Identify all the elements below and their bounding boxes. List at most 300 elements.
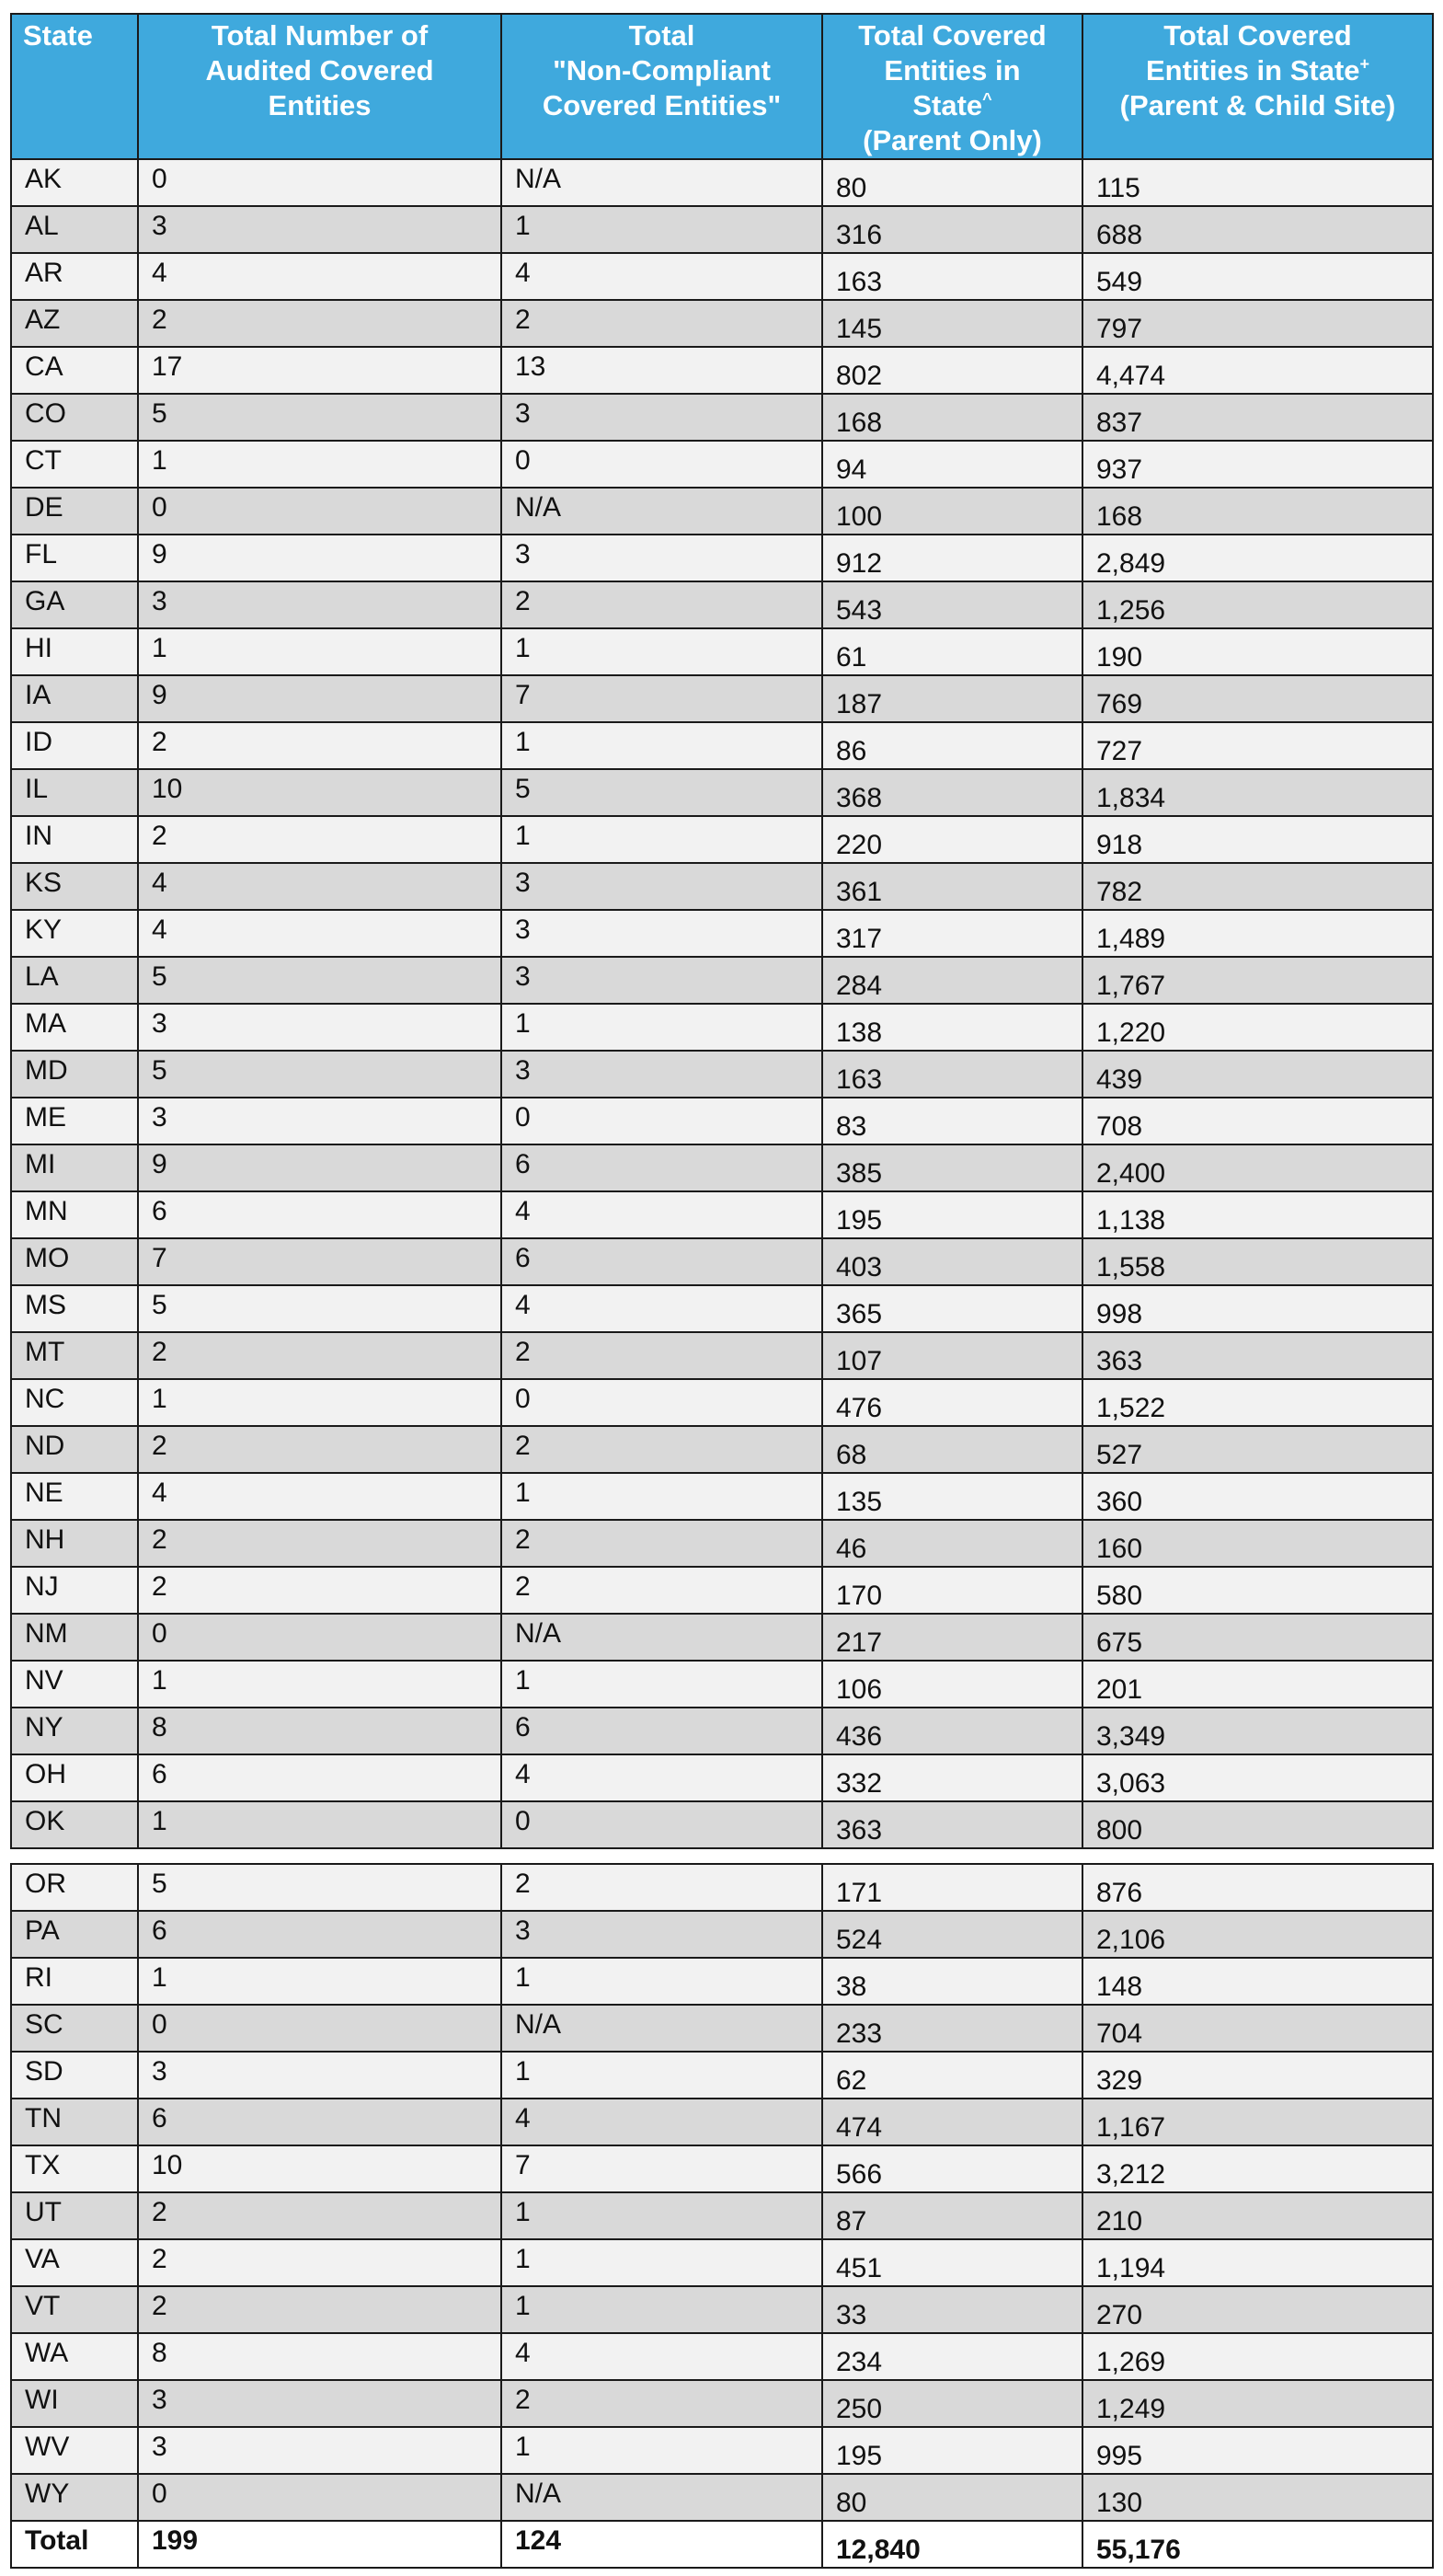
cell-state: AR: [11, 253, 138, 300]
table-row: [11, 253, 1433, 300]
header-state-text: State: [23, 19, 93, 52]
cell-state: FL: [11, 535, 138, 581]
cell-noncompliant: N/A: [501, 2474, 822, 2521]
cell-audited: 1: [138, 628, 501, 675]
cell-state: LA: [11, 957, 138, 1004]
header-noncompliant-line: "Non-Compliant: [553, 54, 771, 86]
cell-audited: 6: [138, 1754, 501, 1801]
table-row: [11, 1520, 1433, 1567]
table-row: [11, 394, 1433, 441]
cell-audited: 5: [138, 1864, 501, 1911]
cell-parent-only: 138: [822, 1004, 1082, 1051]
cell-parent-only: 94: [822, 441, 1082, 488]
table-row: [11, 1332, 1433, 1379]
table-row: [11, 1285, 1433, 1332]
cell-state: DE: [11, 488, 138, 535]
cell-parent-only: 33: [822, 2286, 1082, 2333]
cell-noncompliant: 1: [501, 2239, 822, 2286]
total-row: [11, 2521, 1433, 2568]
cell-parent-only: 195: [822, 1191, 1082, 1238]
table-break: [11, 1848, 1433, 1864]
table-row: [11, 628, 1433, 675]
cell-audited: 1: [138, 1379, 501, 1426]
table-row: [11, 2099, 1433, 2145]
cell-noncompliant: 7: [501, 2145, 822, 2192]
cell-audited: 0: [138, 2005, 501, 2052]
cell-parent-child: 1,522: [1082, 1379, 1433, 1426]
cell-state: ID: [11, 722, 138, 769]
cell-noncompliant: 3: [501, 1051, 822, 1098]
cell-parent-child: 3,063: [1082, 1754, 1433, 1801]
cell-audited: 8: [138, 2333, 501, 2380]
cell-parent-only: 187: [822, 675, 1082, 722]
cell-parent-child: 1,834: [1082, 769, 1433, 816]
cell-audited: 2: [138, 300, 501, 347]
cell-audited: 3: [138, 206, 501, 253]
table-row: [11, 1004, 1433, 1051]
cell-noncompliant: 3: [501, 957, 822, 1004]
cell-parent-child: 1,767: [1082, 957, 1433, 1004]
header-noncompliant-line: Total: [628, 19, 695, 52]
total-audited: 199: [138, 2521, 501, 2568]
cell-parent-child: 782: [1082, 863, 1433, 910]
cell-audited: 3: [138, 2427, 501, 2474]
cell-audited: 1: [138, 1801, 501, 1848]
cell-audited: 9: [138, 1144, 501, 1191]
cell-noncompliant: 2: [501, 300, 822, 347]
cell-audited: 1: [138, 441, 501, 488]
cell-parent-child: 1,220: [1082, 1004, 1433, 1051]
table-row: [11, 159, 1433, 206]
cell-audited: 5: [138, 957, 501, 1004]
cell-state: NC: [11, 1379, 138, 1426]
total-parent-only: 12,840: [822, 2521, 1082, 2568]
cell-parent-child: 800: [1082, 1801, 1433, 1848]
cell-parent-only: 451: [822, 2239, 1082, 2286]
cell-state: IL: [11, 769, 138, 816]
cell-audited: 1: [138, 1958, 501, 2005]
cell-state: SD: [11, 2052, 138, 2099]
cell-parent-child: 329: [1082, 2052, 1433, 2099]
header-parent-line: (Parent Only): [863, 124, 1042, 156]
table-row: [11, 1191, 1433, 1238]
table-row: [11, 816, 1433, 863]
header-parent-line: State: [912, 89, 983, 121]
cell-parent-child: 363: [1082, 1332, 1433, 1379]
cell-state: UT: [11, 2192, 138, 2239]
table-row: [11, 910, 1433, 957]
cell-noncompliant: 0: [501, 1098, 822, 1144]
cell-audited: 4: [138, 1473, 501, 1520]
cell-parent-child: 769: [1082, 675, 1433, 722]
cell-audited: 7: [138, 1238, 501, 1285]
total-label: Total: [11, 2521, 138, 2568]
cell-noncompliant: 6: [501, 1144, 822, 1191]
cell-parent-only: 83: [822, 1098, 1082, 1144]
cell-audited: 1: [138, 1661, 501, 1708]
cell-parent-only: 368: [822, 769, 1082, 816]
cell-parent-only: 195: [822, 2427, 1082, 2474]
cell-parent-child: 168: [1082, 488, 1433, 535]
cell-parent-child: 704: [1082, 2005, 1433, 2052]
header-audited-line: Audited Covered: [205, 54, 434, 86]
cell-noncompliant: 1: [501, 628, 822, 675]
cell-noncompliant: 1: [501, 206, 822, 253]
cell-audited: 2: [138, 2286, 501, 2333]
caret-footnote-mark: ^: [982, 89, 992, 109]
cell-parent-only: 168: [822, 394, 1082, 441]
total-parent-child: 55,176: [1082, 2521, 1433, 2568]
cell-parent-only: 135: [822, 1473, 1082, 1520]
cell-state: NE: [11, 1473, 138, 1520]
cell-state: AL: [11, 206, 138, 253]
table-row: [11, 722, 1433, 769]
cell-parent-child: 1,138: [1082, 1191, 1433, 1238]
cell-state: WA: [11, 2333, 138, 2380]
cell-noncompliant: 1: [501, 1958, 822, 2005]
table-total: [11, 2521, 1433, 2568]
table-row: [11, 2333, 1433, 2380]
cell-audited: 8: [138, 1708, 501, 1754]
table-row: [11, 1911, 1433, 1958]
audit-summary-page: [10, 13, 1432, 2569]
header-audited: [138, 14, 501, 159]
table-row: [11, 2427, 1433, 2474]
table-row: [11, 1379, 1433, 1426]
cell-noncompliant: 1: [501, 1661, 822, 1708]
cell-noncompliant: 2: [501, 581, 822, 628]
cell-noncompliant: N/A: [501, 159, 822, 206]
cell-parent-child: 3,349: [1082, 1708, 1433, 1754]
cell-parent-only: 317: [822, 910, 1082, 957]
header-parent-line: Entities in: [884, 54, 1021, 86]
table-row: [11, 1754, 1433, 1801]
table-header: [11, 14, 1433, 159]
table-row: [11, 1051, 1433, 1098]
cell-noncompliant: 0: [501, 1801, 822, 1848]
cell-parent-only: 106: [822, 1661, 1082, 1708]
cell-state: NV: [11, 1661, 138, 1708]
cell-parent-only: 403: [822, 1238, 1082, 1285]
cell-audited: 2: [138, 2192, 501, 2239]
cell-noncompliant: 1: [501, 2286, 822, 2333]
table-row: [11, 300, 1433, 347]
cell-state: PA: [11, 1911, 138, 1958]
cell-parent-child: 797: [1082, 300, 1433, 347]
cell-noncompliant: 2: [501, 1864, 822, 1911]
cell-state: TN: [11, 2099, 138, 2145]
cell-parent-only: 234: [822, 2333, 1082, 2380]
table-row: [11, 675, 1433, 722]
cell-state: MD: [11, 1051, 138, 1098]
cell-state: MS: [11, 1285, 138, 1332]
table-row: [11, 441, 1433, 488]
cell-state: TX: [11, 2145, 138, 2192]
cell-parent-child: 1,194: [1082, 2239, 1433, 2286]
cell-parent-only: 233: [822, 2005, 1082, 2052]
cell-parent-only: 86: [822, 722, 1082, 769]
table-row: [11, 2286, 1433, 2333]
cell-state: AK: [11, 159, 138, 206]
cell-parent-only: 62: [822, 2052, 1082, 2099]
cell-noncompliant: 0: [501, 1379, 822, 1426]
cell-parent-only: 107: [822, 1332, 1082, 1379]
plus-footnote-mark: +: [1359, 54, 1370, 74]
cell-parent-only: 61: [822, 628, 1082, 675]
table-row: [11, 347, 1433, 394]
table-row: [11, 769, 1433, 816]
table-row: [11, 2380, 1433, 2427]
cell-audited: 0: [138, 488, 501, 535]
table-row: [11, 581, 1433, 628]
cell-state: GA: [11, 581, 138, 628]
cell-noncompliant: 6: [501, 1238, 822, 1285]
table-row: [11, 1614, 1433, 1661]
cell-parent-only: 217: [822, 1614, 1082, 1661]
cell-noncompliant: 2: [501, 1332, 822, 1379]
total-noncompliant: 124: [501, 2521, 822, 2568]
table-row: [11, 1238, 1433, 1285]
cell-state: NH: [11, 1520, 138, 1567]
cell-state: MI: [11, 1144, 138, 1191]
cell-audited: 0: [138, 1614, 501, 1661]
cell-parent-child: 190: [1082, 628, 1433, 675]
cell-audited: 2: [138, 1520, 501, 1567]
cell-state: CT: [11, 441, 138, 488]
cell-noncompliant: 4: [501, 1191, 822, 1238]
table-row: [11, 1473, 1433, 1520]
cell-audited: 5: [138, 394, 501, 441]
cell-noncompliant: 3: [501, 863, 822, 910]
table-row: [11, 1708, 1433, 1754]
cell-parent-only: 476: [822, 1379, 1082, 1426]
header-parent-child-line: Entities in State: [1145, 54, 1360, 86]
cell-parent-child: 1,256: [1082, 581, 1433, 628]
cell-parent-child: 708: [1082, 1098, 1433, 1144]
cell-parent-only: 385: [822, 1144, 1082, 1191]
cell-noncompliant: 4: [501, 253, 822, 300]
cell-parent-child: 998: [1082, 1285, 1433, 1332]
cell-noncompliant: 4: [501, 2099, 822, 2145]
cell-parent-only: 171: [822, 1864, 1082, 1911]
cell-state: MT: [11, 1332, 138, 1379]
cell-state: MA: [11, 1004, 138, 1051]
cell-parent-child: 549: [1082, 253, 1433, 300]
cell-parent-child: 918: [1082, 816, 1433, 863]
cell-state: VT: [11, 2286, 138, 2333]
cell-audited: 9: [138, 675, 501, 722]
cell-state: NY: [11, 1708, 138, 1754]
cell-noncompliant: 3: [501, 910, 822, 957]
cell-parent-child: 727: [1082, 722, 1433, 769]
cell-state: KS: [11, 863, 138, 910]
cell-audited: 3: [138, 581, 501, 628]
header-parent-child: [1082, 14, 1433, 159]
cell-parent-only: 100: [822, 488, 1082, 535]
cell-parent-child: 115: [1082, 159, 1433, 206]
cell-audited: 2: [138, 816, 501, 863]
cell-noncompliant: 5: [501, 769, 822, 816]
header-parent-line: Total Covered: [858, 19, 1047, 52]
cell-parent-only: 163: [822, 1051, 1082, 1098]
header-parent-child-line: (Parent & Child Site): [1119, 89, 1396, 121]
cell-parent-child: 4,474: [1082, 347, 1433, 394]
cell-audited: 2: [138, 1567, 501, 1614]
cell-state: CA: [11, 347, 138, 394]
cell-audited: 0: [138, 2474, 501, 2521]
cell-parent-only: 802: [822, 347, 1082, 394]
cell-audited: 6: [138, 2099, 501, 2145]
cell-state: WY: [11, 2474, 138, 2521]
table-row: [11, 2192, 1433, 2239]
cell-parent-child: 160: [1082, 1520, 1433, 1567]
cell-noncompliant: 1: [501, 2052, 822, 2099]
header-audited-line: Total Number of: [211, 19, 429, 52]
table-row: [11, 1958, 1433, 2005]
cell-parent-only: 220: [822, 816, 1082, 863]
cell-audited: 9: [138, 535, 501, 581]
table-row: [11, 863, 1433, 910]
cell-parent-child: 527: [1082, 1426, 1433, 1473]
cell-audited: 6: [138, 1191, 501, 1238]
cell-parent-child: 995: [1082, 2427, 1433, 2474]
cell-state: MO: [11, 1238, 138, 1285]
cell-parent-child: 130: [1082, 2474, 1433, 2521]
cell-parent-only: 474: [822, 2099, 1082, 2145]
cell-parent-child: 210: [1082, 2192, 1433, 2239]
cell-audited: 2: [138, 1426, 501, 1473]
cell-noncompliant: 7: [501, 675, 822, 722]
cell-audited: 2: [138, 2239, 501, 2286]
cell-noncompliant: 2: [501, 1426, 822, 1473]
cell-noncompliant: 4: [501, 1285, 822, 1332]
table-row: [11, 1661, 1433, 1708]
cell-state: OR: [11, 1864, 138, 1911]
cell-parent-only: 38: [822, 1958, 1082, 2005]
table-row: [11, 206, 1433, 253]
cell-parent-child: 1,489: [1082, 910, 1433, 957]
cell-parent-only: 284: [822, 957, 1082, 1004]
cell-audited: 3: [138, 2052, 501, 2099]
covered-entities-audit-table: [10, 13, 1434, 2569]
table-row: [11, 2239, 1433, 2286]
cell-parent-child: 1,558: [1082, 1238, 1433, 1285]
cell-audited: 5: [138, 1285, 501, 1332]
table-row: [11, 1567, 1433, 1614]
header-noncompliant: [501, 14, 822, 159]
table-row: [11, 1426, 1433, 1473]
table-row: [11, 1098, 1433, 1144]
cell-state: WI: [11, 2380, 138, 2427]
cell-audited: 4: [138, 910, 501, 957]
cell-noncompliant: 4: [501, 2333, 822, 2380]
cell-noncompliant: 1: [501, 1004, 822, 1051]
table-body-part-2: [11, 1864, 1433, 2521]
cell-parent-child: 1,269: [1082, 2333, 1433, 2380]
cell-state: KY: [11, 910, 138, 957]
cell-state: IA: [11, 675, 138, 722]
cell-audited: 3: [138, 1004, 501, 1051]
cell-parent-only: 912: [822, 535, 1082, 581]
gap-cell: [11, 1848, 1433, 1864]
cell-parent-only: 363: [822, 1801, 1082, 1848]
table-row: [11, 1864, 1433, 1911]
cell-noncompliant: N/A: [501, 1614, 822, 1661]
cell-parent-child: 2,849: [1082, 535, 1433, 581]
header-audited-line: Entities: [268, 89, 372, 121]
cell-parent-only: 365: [822, 1285, 1082, 1332]
cell-parent-child: 2,400: [1082, 1144, 1433, 1191]
header-row: [11, 14, 1433, 159]
cell-state: SC: [11, 2005, 138, 2052]
cell-noncompliant: 0: [501, 441, 822, 488]
table-body-part-1: [11, 159, 1433, 1848]
cell-state: HI: [11, 628, 138, 675]
cell-parent-only: 68: [822, 1426, 1082, 1473]
cell-noncompliant: 4: [501, 1754, 822, 1801]
cell-parent-only: 543: [822, 581, 1082, 628]
cell-parent-only: 80: [822, 2474, 1082, 2521]
cell-noncompliant: 2: [501, 2380, 822, 2427]
cell-noncompliant: 1: [501, 2427, 822, 2474]
cell-parent-only: 250: [822, 2380, 1082, 2427]
cell-parent-child: 439: [1082, 1051, 1433, 1098]
cell-audited: 10: [138, 2145, 501, 2192]
header-parent-only: [822, 14, 1082, 159]
header-parent-child-line: Total Covered: [1163, 19, 1352, 52]
cell-parent-only: 361: [822, 863, 1082, 910]
cell-noncompliant: 1: [501, 816, 822, 863]
cell-audited: 10: [138, 769, 501, 816]
cell-noncompliant: 1: [501, 2192, 822, 2239]
cell-state: ND: [11, 1426, 138, 1473]
cell-audited: 2: [138, 1332, 501, 1379]
header-state: [11, 14, 138, 159]
cell-state: AZ: [11, 300, 138, 347]
table-row: [11, 2005, 1433, 2052]
cell-parent-only: 316: [822, 206, 1082, 253]
cell-audited: 6: [138, 1911, 501, 1958]
cell-parent-child: 3,212: [1082, 2145, 1433, 2192]
cell-noncompliant: N/A: [501, 488, 822, 535]
cell-audited: 2: [138, 722, 501, 769]
cell-noncompliant: 2: [501, 1520, 822, 1567]
cell-parent-only: 170: [822, 1567, 1082, 1614]
cell-audited: 4: [138, 253, 501, 300]
cell-state: IN: [11, 816, 138, 863]
cell-state: WV: [11, 2427, 138, 2474]
cell-parent-only: 80: [822, 159, 1082, 206]
cell-state: VA: [11, 2239, 138, 2286]
cell-parent-only: 332: [822, 1754, 1082, 1801]
cell-parent-child: 675: [1082, 1614, 1433, 1661]
table-row: [11, 957, 1433, 1004]
cell-state: CO: [11, 394, 138, 441]
cell-state: ME: [11, 1098, 138, 1144]
table-row: [11, 2474, 1433, 2521]
cell-parent-child: 148: [1082, 1958, 1433, 2005]
cell-noncompliant: 3: [501, 535, 822, 581]
cell-state: MN: [11, 1191, 138, 1238]
cell-noncompliant: 3: [501, 394, 822, 441]
table-row: [11, 1801, 1433, 1848]
cell-state: OH: [11, 1754, 138, 1801]
cell-audited: 3: [138, 2380, 501, 2427]
table-row: [11, 2052, 1433, 2099]
cell-parent-child: 580: [1082, 1567, 1433, 1614]
cell-noncompliant: 2: [501, 1567, 822, 1614]
cell-audited: 4: [138, 863, 501, 910]
